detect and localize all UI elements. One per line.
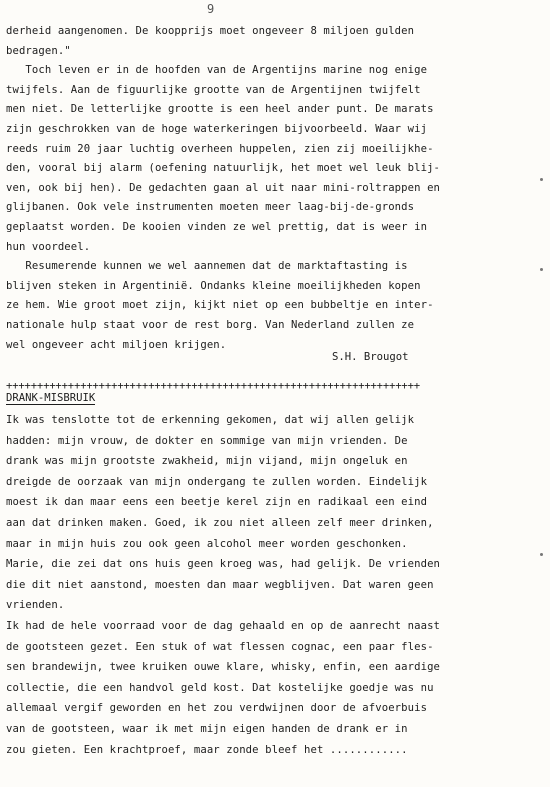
section-separator: +++++++++++++++++++++++++++++++++++++++++++++++++++++++++++++++++++: [6, 380, 420, 392]
article-text-line: aan dat drinken maken. Goed, ik zou niet alleen zelf meer drinken,: [6, 517, 434, 529]
page-number: 9: [207, 2, 215, 16]
article-text-line: vrienden.: [6, 599, 65, 612]
author-signature: S.H. Brougot: [332, 351, 409, 363]
article-text-line: collectie, die een handvol geld kost. Dat kostelijke goedje was nu: [6, 681, 434, 694]
article-text-line: zijn geschrokken van de hoge waterkeringen bijvoorbeeld. Waar wij: [6, 123, 428, 135]
article-text-line: die dit niet aanstond, moesten dan maar wegblijven. Dat waren geen: [6, 578, 434, 591]
article-text-line: dreigde de oorzaak van mijn ondergang te zullen worden. Eindelijk: [6, 475, 428, 488]
article-text-line: bedragen.": [6, 44, 71, 57]
article-text-line: nationale hulp staat voor de rest borg. Van Nederland zullen ze: [6, 319, 415, 331]
article-text-line: drank was mijn grootste zwakheid, mijn vijand, mijn ongeluk en: [6, 455, 408, 468]
article-text-line: van de gootsteen, waar ik met mijn eigen handen de drank er in: [6, 723, 408, 735]
article-text-line: twijfels. Aan de figuurlijke grootte van de Argentijnen twijfelt: [6, 83, 421, 96]
article-text-line: allemaal vergif geworden en het zou verdwijnen door de afvoerbuis: [6, 702, 428, 715]
article-text-line: blijven steken in Argentinië. Ondanks kleine moeilijkheden kopen: [6, 279, 421, 292]
article-text-line: Ik was tenslotte tot de erkenning gekomen, dat wij allen gelijk: [6, 414, 415, 426]
article-text-line: ze hem. Wie groot moet zijn, kijkt niet op een bubbeltje en inter-: [6, 299, 434, 312]
article-text-line: Marie, die zei dat ons huis geen kroeg was, had gelijk. De vrienden: [6, 558, 441, 571]
article-text-line: den, vooral bij alarm (oefening natuurlijk, het moet wel leuk blij-: [6, 162, 441, 175]
article-text-line: de gootsteen gezet. Een stuk of wat flessen cognac, een paar fles-: [6, 640, 434, 653]
article-text-line: men niet. De letterlijke grootte is een heel ander punt. De marats: [6, 103, 434, 116]
article-text-line: sen brandewijn, twee kruiken ouwe klare, whisky, enfin, een aardige: [6, 661, 441, 674]
article-text-line: ven, ook bij hen). De gedachten gaan al uit naar mini-roltrappen en: [6, 181, 441, 194]
article-heading: DRANK-MISBRUIK: [6, 392, 96, 404]
article-text-line: Ik had de hele voorraad voor de dag gehaald en op de aanrecht naast: [6, 620, 441, 632]
article-text-line: reeds ruim 20 jaar luchtig overheen huppelen, zien zij moeilijkhe-: [6, 142, 434, 155]
article-text-line: maar in mijn huis zou ook geen alcohol meer worden geschonken.: [6, 537, 408, 550]
article-text-line: wel ongeveer acht miljoen krijgen.: [6, 338, 227, 351]
margin-mark: [540, 553, 543, 556]
article-text-line: derheid aangenomen. De koopprijs moet ongeveer 8 miljoen gulden: [6, 25, 415, 37]
article-text-line: hadden: mijn vrouw, de dokter en sommige van mijn vrienden. De: [6, 434, 408, 447]
article-text-line: Resumerende kunnen we wel aannemen dat de marktaftasting is: [6, 260, 408, 273]
margin-mark: [540, 268, 543, 271]
article-text-line: moest ik dan maar eens een beetje kerel zijn en radikaal een eind: [6, 496, 428, 509]
article-text-line: zou gieten. Een krachtproef, maar zonde bleef het ............: [6, 743, 408, 756]
article-text-line: hun voordeel.: [6, 240, 91, 253]
article-text-line: Toch leven er in de hoofden van de Argentijns marine nog enige: [6, 64, 428, 77]
article-text-line: geplaatst worden. De kooien vinden ze wel prettig, dat is weer in: [6, 221, 428, 233]
article-text-line: glijbanen. Ook vele instrumenten moeten meer laag-bij-de-gronds: [6, 201, 415, 214]
margin-mark: [540, 178, 543, 181]
